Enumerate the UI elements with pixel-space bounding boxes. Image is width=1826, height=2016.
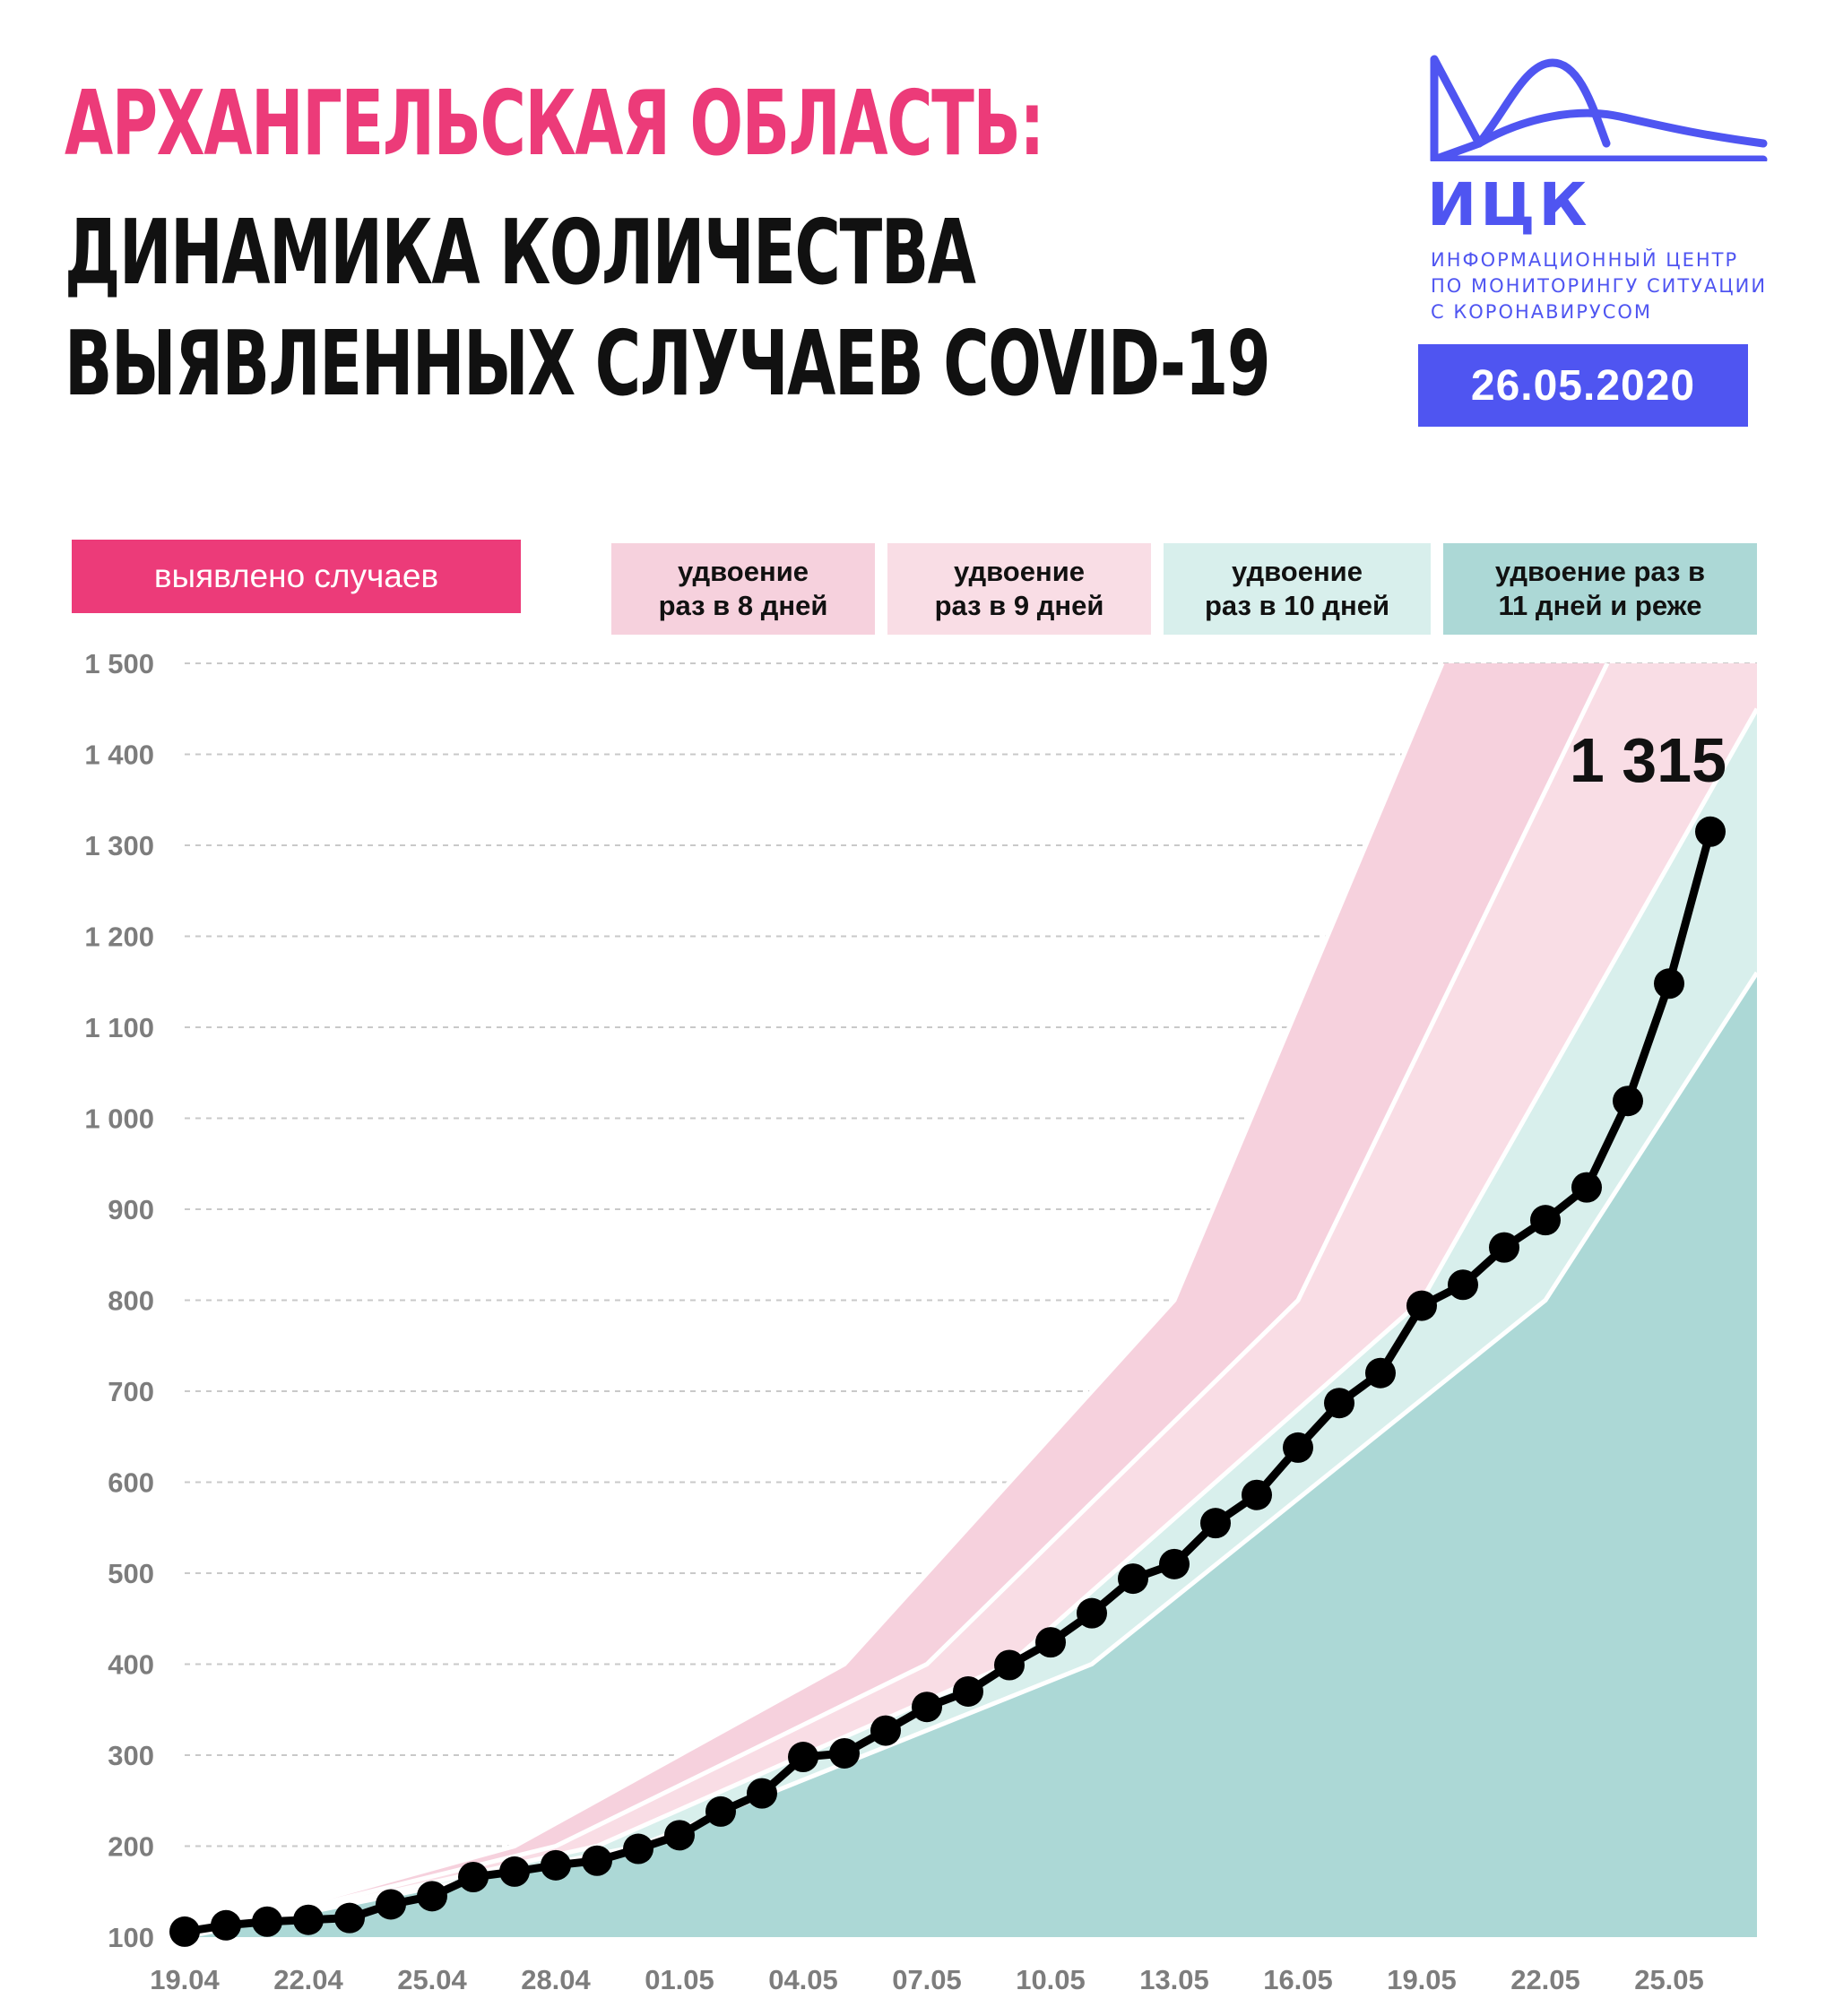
y-tick-label: 800 [108,1285,154,1317]
cases-point [541,1850,571,1881]
y-tick-label: 1 000 [84,1103,154,1135]
x-tick-label: 28.04 [521,1964,591,1995]
title-line-3: ВЫЯВЛЕННЫХ СЛУЧАЕВ COVID-19 [65,311,1270,416]
x-tick-label: 25.05 [1634,1964,1704,1995]
cases-point [334,1903,365,1934]
legend-band-9-line1: удвоение [954,556,1085,587]
legend-detected-badge: выявлено случаев [72,540,521,613]
cases-point [376,1889,406,1919]
date-badge: 26.05.2020 [1418,344,1748,427]
cases-point [499,1856,530,1887]
legend-band-9-line2: раз в 9 дней [934,590,1104,621]
cases-point [1077,1598,1107,1629]
x-tick-label: 22.05 [1510,1964,1580,1995]
x-tick-label: 01.05 [645,1964,714,1995]
title-line-1: АРХАНГЕЛЬСКАЯ ОБЛАСТЬ: [65,71,1044,176]
y-tick-label: 200 [108,1830,154,1863]
cases-point [417,1881,447,1911]
legend-band-8-line1: удвоение [678,556,809,587]
x-tick-label: 19.05 [1387,1964,1457,1995]
y-tick-label: 1 100 [84,1012,154,1043]
x-tick-label: 16.05 [1263,1964,1333,1995]
cases-point [1695,817,1726,847]
cases-point [1530,1205,1561,1235]
last-value-label: 1 315 [1569,725,1726,795]
cases-point [953,1676,983,1707]
cases-point [664,1820,695,1850]
cases-point [1200,1508,1231,1538]
logo-subtitle-line: С КОРОНАВИРУСОМ [1431,301,1653,323]
cases-point [211,1910,241,1941]
cases-point [1283,1432,1313,1463]
logo-abbr: ИЦК [1427,170,1591,239]
cases-point [912,1692,942,1722]
cases-point [582,1846,612,1876]
cases-point [829,1738,860,1769]
cases-point [747,1778,777,1809]
cases-point [1035,1627,1066,1657]
y-tick-label: 400 [108,1648,154,1681]
x-tick-label: 22.04 [273,1964,343,1995]
legend-band-8-line2: раз в 8 дней [658,590,828,621]
cases-point [458,1862,489,1892]
x-tick-label: 19.04 [150,1964,220,1995]
x-tick-label: 04.05 [768,1964,838,1995]
cases-point [1159,1549,1190,1579]
cases-point [1406,1291,1437,1321]
cases-point [169,1916,200,1947]
y-tick-label: 1 500 [84,648,154,679]
y-tick-label: 100 [108,1922,154,1953]
y-tick-label: 1 400 [84,739,154,771]
legend-band-11-line1: удвоение раз в [1494,556,1706,587]
title-line-2: ДИНАМИКА КОЛИЧЕСТВА [65,200,975,305]
cases-point [1613,1086,1643,1116]
cases-point [1448,1269,1478,1300]
cases-point [1365,1358,1396,1389]
cases-point [788,1742,818,1772]
cases-point [705,1796,736,1827]
x-tick-label: 07.05 [892,1964,962,1995]
cases-point [1118,1563,1148,1594]
y-tick-label: 900 [108,1194,154,1225]
x-tick-label: 13.05 [1139,1964,1209,1995]
cases-point [994,1650,1025,1681]
cases-point [293,1905,324,1935]
y-tick-label: 600 [108,1467,154,1499]
y-tick-label: 1 300 [84,830,154,861]
legend-band-10-line1: удвоение [1231,556,1363,587]
cases-point [252,1907,282,1937]
cases-point [1489,1233,1519,1263]
x-tick-label: 10.05 [1016,1964,1086,1995]
y-tick-label: 500 [108,1558,154,1589]
y-tick-label: 300 [108,1740,154,1771]
legend-band-10-line2: раз в 10 дней [1204,590,1390,621]
logo-subtitle-line: ПО МОНИТОРИНГУ СИТУАЦИИ [1431,275,1768,297]
legend-band-11-line2: 11 дней и реже [1498,590,1702,621]
cases-point [1324,1388,1354,1418]
cases-point [623,1834,653,1865]
cases-point [1242,1480,1272,1510]
logo-subtitle-line: ИНФОРМАЦИОННЫЙ ЦЕНТР [1431,249,1739,271]
x-tick-label: 25.04 [397,1964,467,1995]
y-tick-label: 1 200 [84,921,154,953]
cases-point [1571,1172,1602,1203]
y-tick-label: 700 [108,1376,154,1407]
cases-point [1654,968,1684,999]
cases-point [870,1716,901,1746]
